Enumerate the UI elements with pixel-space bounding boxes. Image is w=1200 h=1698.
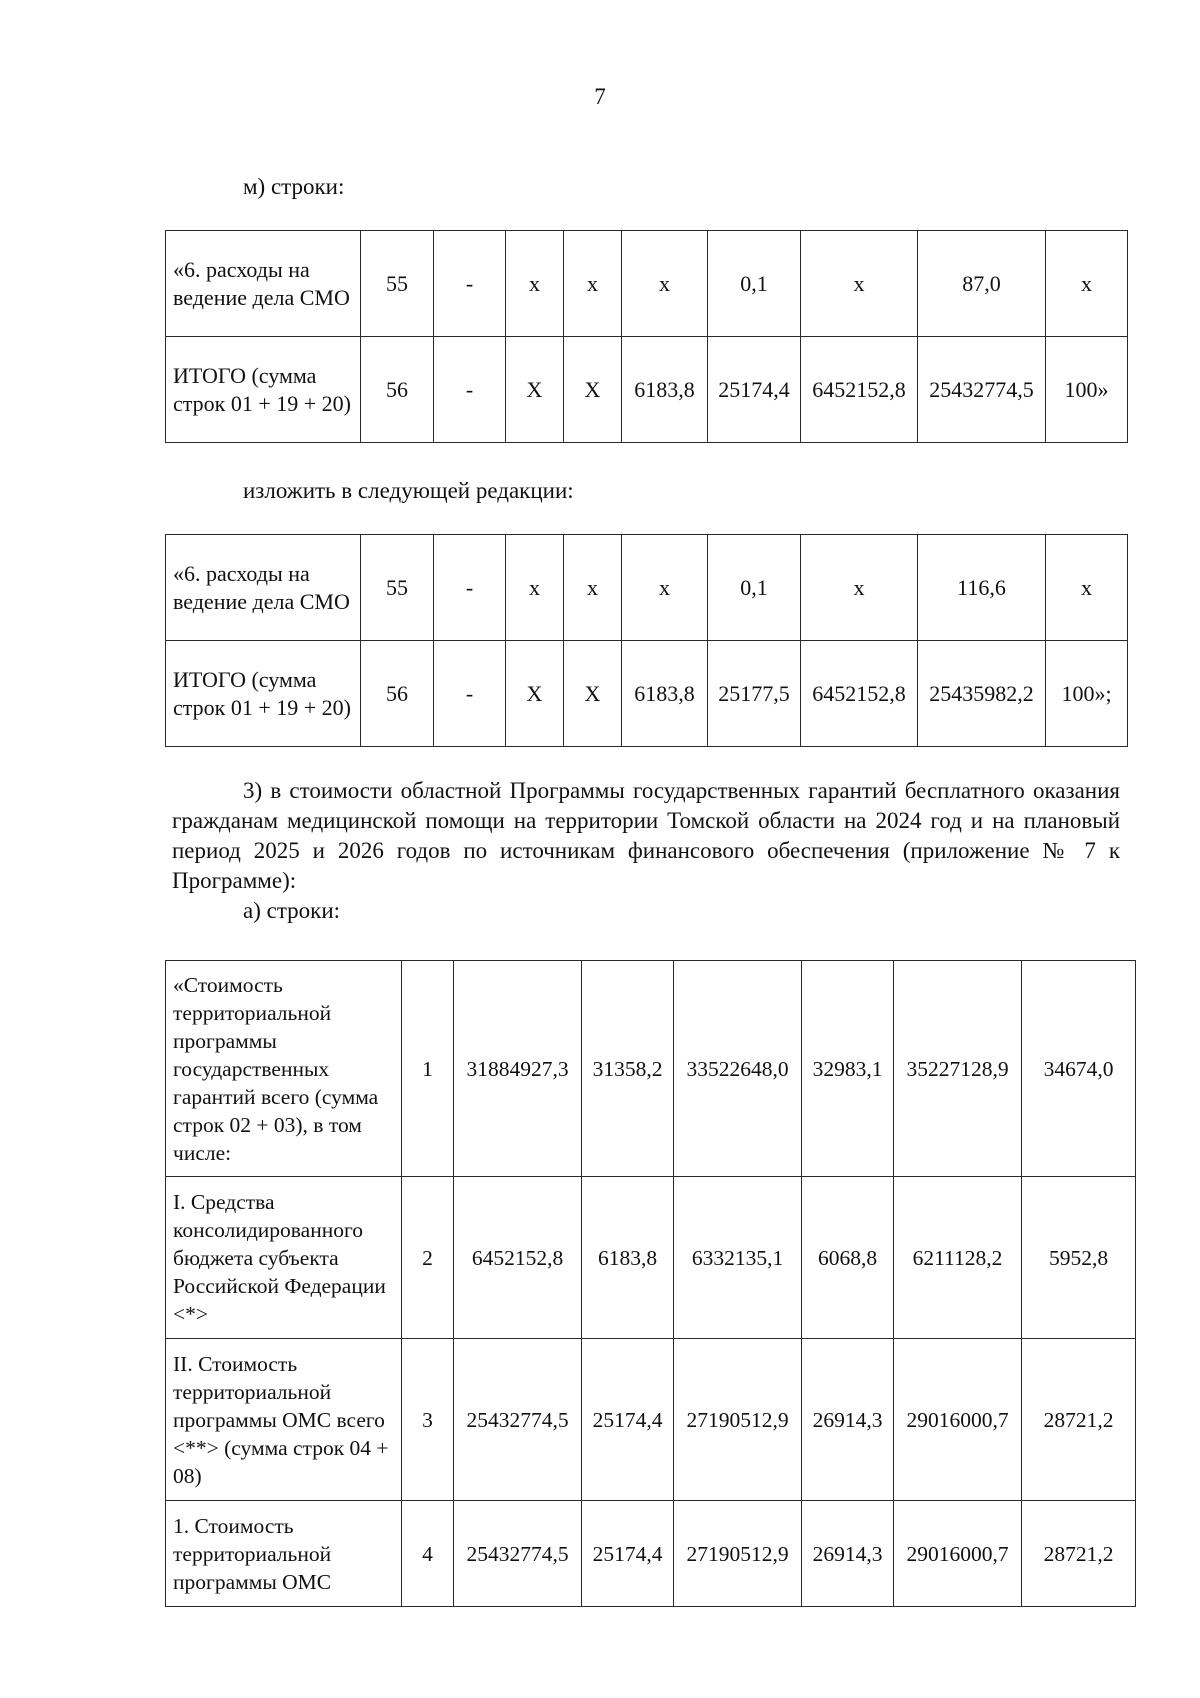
cell: 3 (402, 1339, 454, 1501)
cell: - (434, 231, 506, 337)
cell: 6452152,8 (454, 1177, 582, 1339)
page-number: 7 (594, 84, 606, 109)
cell: 25174,4 (582, 1501, 674, 1607)
cell: 6332135,1 (674, 1177, 802, 1339)
table-row (166, 231, 1128, 337)
cell: 55 (361, 535, 434, 641)
intro-a: а) строки: (243, 898, 341, 923)
cell: х (622, 231, 708, 337)
cell: 33522648,0 (674, 961, 802, 1177)
table-row (166, 1339, 1136, 1501)
cell: х (622, 535, 708, 641)
cell: 6183,8 (622, 641, 708, 747)
cell: 31884927,3 (454, 961, 582, 1177)
cell: 28721,2 (1022, 1501, 1136, 1607)
cell: 100»; (1046, 641, 1128, 747)
intro-m: м) строки: (243, 174, 345, 199)
cell: х (1046, 535, 1128, 641)
cell: 6452152,8 (801, 337, 918, 443)
row-label: «6. расходы на ведение дела СМО (166, 231, 361, 337)
cell: 26914,3 (802, 1501, 894, 1607)
cell: 6211128,2 (894, 1177, 1022, 1339)
table-new-rows (165, 534, 1128, 747)
cell: 6183,8 (582, 1177, 674, 1339)
cell: Х (564, 641, 622, 747)
cell: 100» (1046, 337, 1128, 443)
row-label: ИТОГО (сумма строк 01 + 19 + 20) (166, 337, 361, 443)
cell: 2 (402, 1177, 454, 1339)
table-row (166, 961, 1136, 1177)
cell: - (434, 535, 506, 641)
cell: - (434, 641, 506, 747)
cell: 27190512,9 (674, 1339, 802, 1501)
cell: 56 (361, 337, 434, 443)
cell: Х (506, 337, 564, 443)
cell: 32983,1 (802, 961, 894, 1177)
cell: 0,1 (708, 231, 801, 337)
table-row (166, 641, 1128, 747)
cell: х (801, 231, 918, 337)
cell: 35227128,9 (894, 961, 1022, 1177)
cell: х (1046, 231, 1128, 337)
cell: 87,0 (918, 231, 1046, 337)
cell: х (506, 535, 564, 641)
cell: 1 (402, 961, 454, 1177)
cell: 28721,2 (1022, 1339, 1136, 1501)
cell: 31358,2 (582, 961, 674, 1177)
cell: Х (564, 337, 622, 443)
cell: - (434, 337, 506, 443)
row-label: 1. Стоимость территориальной программы ОМС (166, 1501, 402, 1607)
restate-text: изложить в следующей редакции: (243, 478, 574, 503)
cell: 29016000,7 (894, 1501, 1022, 1607)
cell: х (564, 535, 622, 641)
cell: 25177,5 (708, 641, 801, 747)
cell: 25174,4 (708, 337, 801, 443)
row-label: I. Средства консолидированного бюджета субъекта Российской Федерации <*> (166, 1177, 402, 1339)
row-label: ИТОГО (сумма строк 01 + 19 + 20) (166, 641, 361, 747)
cell: 25432774,5 (918, 337, 1046, 443)
table-row (166, 337, 1128, 443)
table-row (166, 1501, 1136, 1607)
table-old-rows (165, 230, 1128, 443)
cell: 25432774,5 (454, 1501, 582, 1607)
cell: 34674,0 (1022, 961, 1136, 1177)
cell: 55 (361, 231, 434, 337)
cell: х (506, 231, 564, 337)
cell: 25432774,5 (454, 1339, 582, 1501)
cell: 6183,8 (622, 337, 708, 443)
cell: 4 (402, 1501, 454, 1607)
cell: 29016000,7 (894, 1339, 1022, 1501)
cell: 27190512,9 (674, 1501, 802, 1607)
cell: Х (506, 641, 564, 747)
cell: 116,6 (918, 535, 1046, 641)
row-label: «Стоимость территориальной программы государственных гарантий всего (сумма строк 02 + 03), в том числе: (166, 961, 402, 1177)
cell: 56 (361, 641, 434, 747)
cell: х (801, 535, 918, 641)
paragraph-3: 3) в стоимости областной Программы государственных гарантий бесплатного оказания гражданам медицинской помощи на территории Томской области на 2024 год и на плановый период 2025 и 2026 годов по источникам финансового обеспечения (приложение № 7 к Программе): (172, 778, 1120, 893)
cell: 5952,8 (1022, 1177, 1136, 1339)
cell: х (564, 231, 622, 337)
table-row (166, 535, 1128, 641)
cell: 25174,4 (582, 1339, 674, 1501)
cell: 26914,3 (802, 1339, 894, 1501)
cell: 6452152,8 (801, 641, 918, 747)
table-row (166, 1177, 1136, 1339)
row-label: «6. расходы на ведение дела СМО (166, 535, 361, 641)
cell: 0,1 (708, 535, 801, 641)
table-cost (165, 960, 1136, 1607)
paragraph-3-block (172, 776, 1120, 926)
cell: 25435982,2 (918, 641, 1046, 747)
cell: 6068,8 (802, 1177, 894, 1339)
row-label: II. Стоимость территориальной программы ОМС всего <**> (сумма строк 04 + 08) (166, 1339, 402, 1501)
